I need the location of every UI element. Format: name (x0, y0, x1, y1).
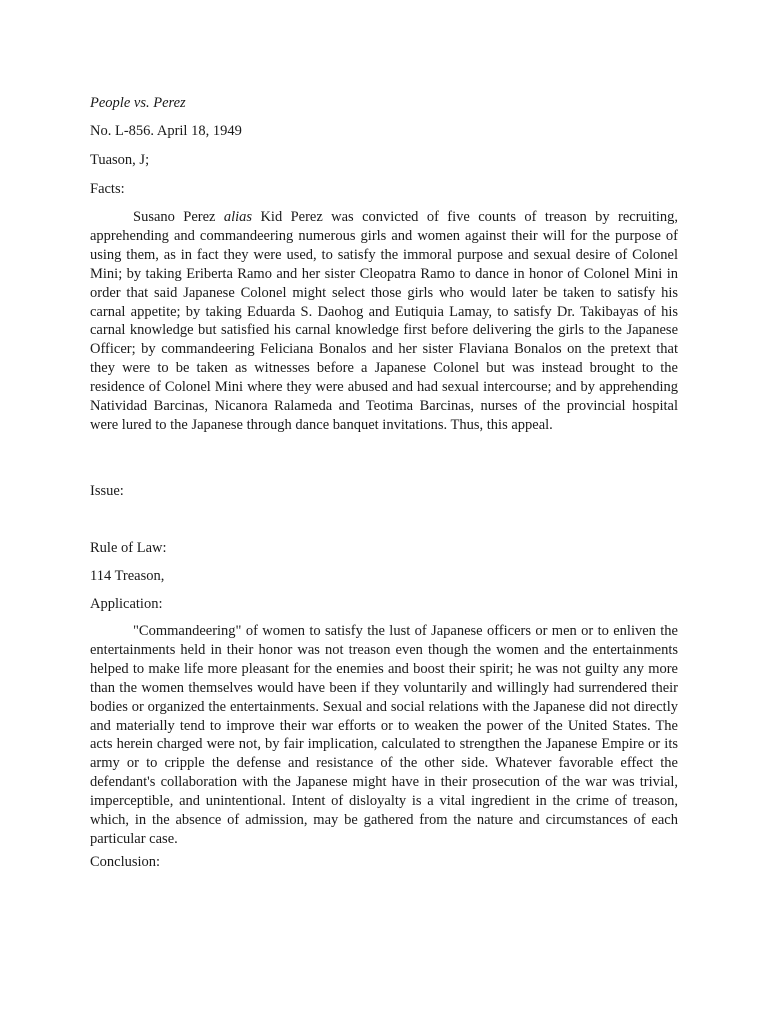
rule-of-law-article: 114 Treason, (90, 568, 165, 584)
facts-text-rest: Kid Perez was convicted of five counts of treason by recruiting, apprehending and commandeering numerous girls and women against their will for the purpose of using them, as in fact they were used, to satisfy the immoral purpose and sexual desire of Colonel Mini; by taking Eriberta Ramo and her sister Cleopatra Ramo to dance in honor of Colonel Mini in order that said Japanese Colonel might select those girls who would later be taken to satisfy his carnal appetite; by taking Eduarda S. Daohog and Eutiquia Lamay, to satisfy Dr. Takibayas of his carnal knowledge but satisfied his carnal knowledge first before delivering the girls to the Japanese Officer; by commandeering Feliciana Bonalos and her sister Flaviana Bonalos on the pretext that they were to be taken as witnesses before a Japanese Colonel but was instead brought to the residence of Colonel Mini where they were abused and had sexual intercourse; and by apprehending Natividad Barcinas, Nicanora Ralameda and Teotima Barcinas, nurses of the provincial hospital were lured to the Japanese through dance banquet invitations. Thus, this appeal. (90, 209, 678, 433)
conclusion-heading: Conclusion: (90, 854, 161, 870)
case-title: People vs. Perez (90, 95, 186, 111)
facts-alias: alias (223, 209, 253, 225)
facts-text-start: Susano Perez (133, 209, 224, 225)
facts-paragraph (90, 208, 678, 435)
case-number: No. L-856. April 18, 1949 (90, 123, 242, 139)
ponente: Tuason, J; (90, 152, 150, 168)
facts-heading: Facts: (90, 181, 125, 197)
application-paragraph: "Commandeering" of women to satisfy the lust of Japanese officers or men or to enliven the entertainments held in their honor was not treason even though the women and the entertainments helped to make life more pleasant for the enemies and boost their spirit; he was not guilty any more than the women themselves would have been if they voluntarily and willingly had surrendered their bodies or organized the entertainments. Sexual and social relations with the Japanese did not directly and materially tend to improve their war efforts or to weaken the power of the United States. The acts herein charged were not, by fair implication, calculated to strengthen the Japanese Empire or its army or to cripple the defense and resistance of the other side. Whatever favorable effect the defendant's collaboration with the Japanese might have in their prosecution of the war was trivial, imperceptible, and unintentional. Intent of disloyalty is a vital ingredient in the crime of treason, which, in the absence of admission, may be gathered from the nature and circumstances of each particular case. (90, 623, 678, 847)
application-heading: Application: (90, 596, 163, 612)
rule-of-law-heading: Rule of Law: (90, 540, 167, 556)
issue-heading: Issue: (90, 483, 124, 499)
